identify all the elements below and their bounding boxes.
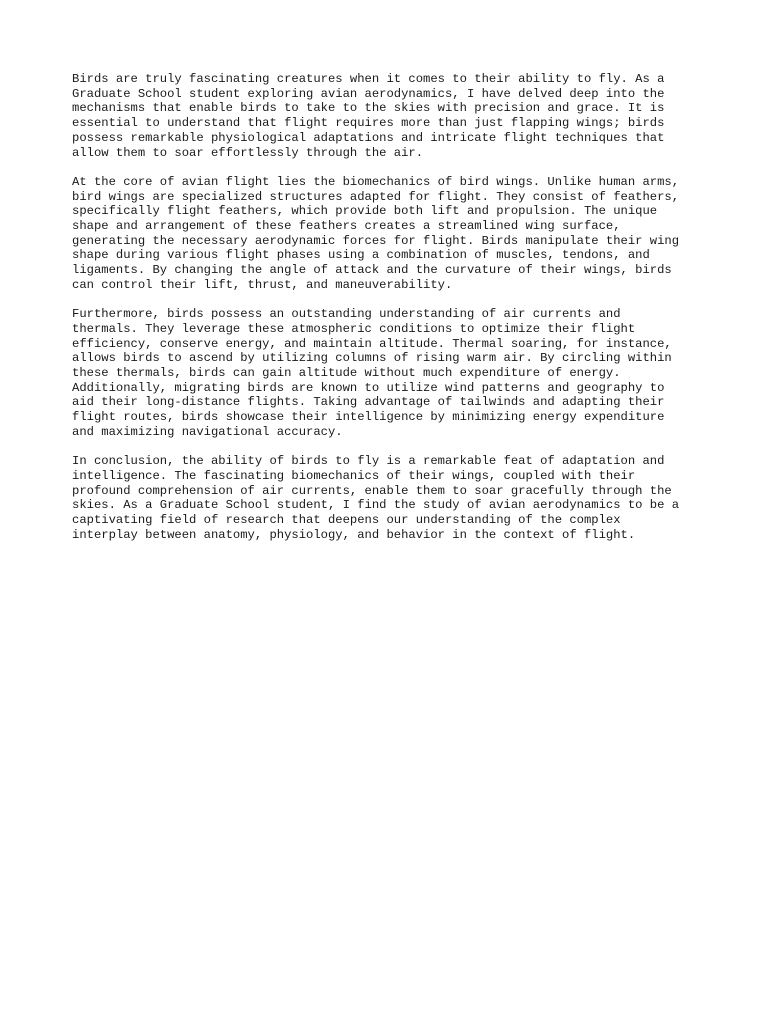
paragraph-intro [72, 72, 712, 160]
text-line: profound comprehension of air currents, enable them to soar gracefully through the [72, 483, 672, 498]
text-line: allows birds to ascend by utilizing columns of rising warm air. By circling within [72, 351, 672, 366]
text-line: efficiency, conserve energy, and maintain altitude. Thermal soaring, for instance, [72, 336, 672, 351]
text-line: allow them to soar effortlessly through the air. [72, 145, 424, 160]
text-line: In conclusion, the ability of birds to fly is a remarkable feat of adaptation and [72, 454, 665, 469]
text-line: skies. As a Graduate School student, I find the study of avian aerodynamics to be a [72, 498, 680, 513]
text-line: Birds are truly fascinating creatures when it comes to their ability to fly. As a [72, 72, 665, 86]
text-line: these thermals, birds can gain altitude without much expenditure of energy. [72, 366, 621, 381]
text-line: specifically flight feathers, which provide both lift and propulsion. The unique [72, 204, 658, 219]
text-line: possess remarkable physiological adaptations and intricate flight techniques that [72, 130, 665, 145]
paragraph-air-currents [72, 307, 712, 439]
text-line: can control their lift, thrust, and maneuverability. [72, 277, 453, 292]
text-line: flight routes, birds showcase their intelligence by minimizing energy expenditure [72, 410, 665, 425]
text-line: Additionally, migrating birds are known to utilize wind patterns and geography to [72, 380, 665, 395]
text-line: interplay between anatomy, physiology, and behavior in the context of flight. [72, 527, 636, 542]
text-line: At the core of avian flight lies the biomechanics of bird wings. Unlike human arms, [72, 174, 680, 189]
text-line: essential to understand that flight requires more than just flapping wings; birds [72, 116, 665, 131]
text-line: shape during various flight phases using a combination of muscles, tendons, and [72, 248, 650, 263]
text-line: aid their long-distance flights. Taking advantage of tailwinds and adapting their [72, 395, 665, 410]
text-line: generating the necessary aerodynamic forces for flight. Birds manipulate their wing [72, 233, 680, 248]
text-line: and maximizing navigational accuracy. [72, 424, 343, 439]
text-line: captivating field of research that deepens our understanding of the complex [72, 513, 621, 528]
text-line: thermals. They leverage these atmospheric conditions to optimize their flight [72, 321, 636, 336]
paragraph-conclusion [72, 454, 712, 542]
text-line: Furthermore, birds possess an outstanding understanding of air currents and [72, 307, 621, 322]
text-line: Graduate School student exploring avian aerodynamics, I have delved deep into the [72, 86, 665, 101]
paragraph-biomechanics [72, 175, 712, 293]
text-line: mechanisms that enable birds to take to the skies with precision and grace. It is [72, 101, 665, 116]
text-line: intelligence. The fascinating biomechanics of their wings, coupled with their [72, 468, 636, 483]
text-line: shape and arrangement of these feathers creates a streamlined wing surface, [72, 219, 621, 234]
document-body [72, 72, 712, 557]
text-line: ligaments. By changing the angle of attack and the curvature of their wings, birds [72, 263, 672, 278]
text-line: bird wings are specialized structures adapted for flight. They consist of feathers, [72, 189, 680, 204]
